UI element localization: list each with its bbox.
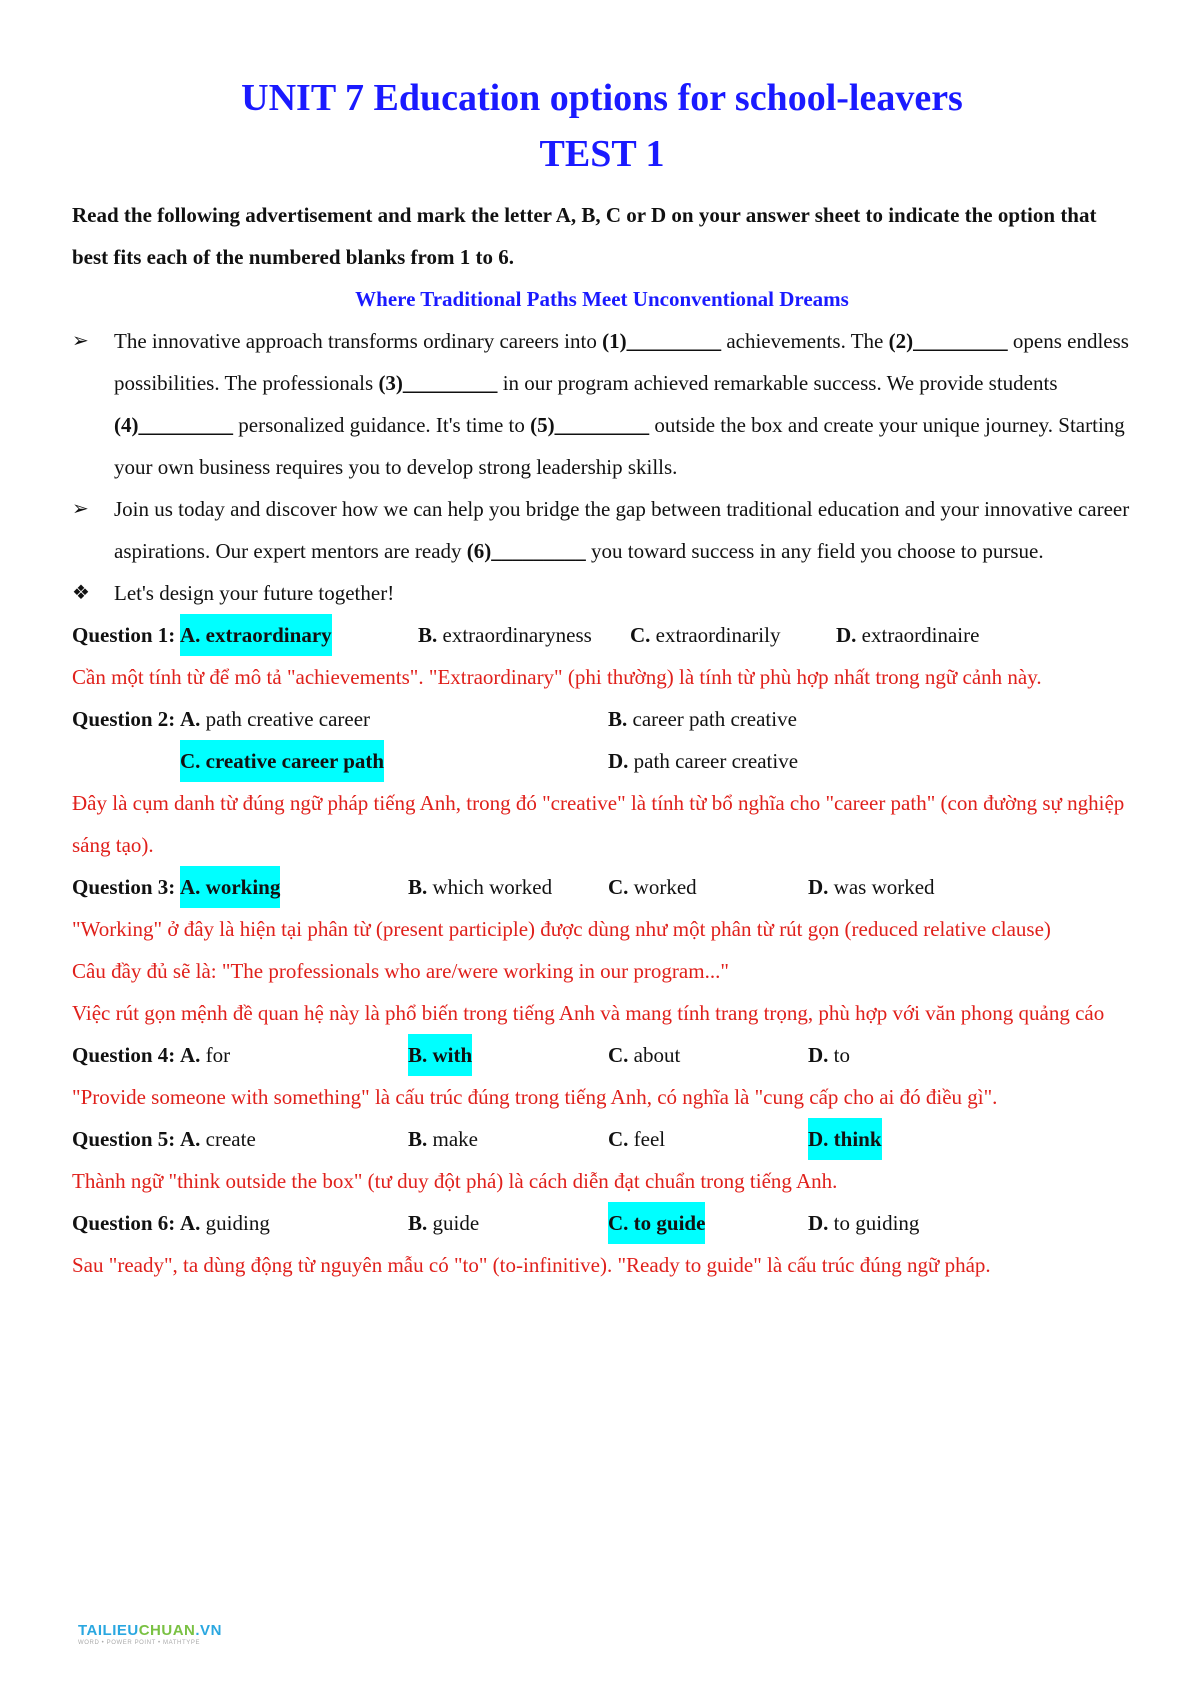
blank-4: (4)_________ [114, 413, 233, 437]
blank-6: (6)_________ [466, 539, 586, 563]
question-label: Question 3: [72, 875, 176, 899]
passage-paragraph-1: ➢ The innovative approach transforms ordinary careers into (1)_________ achievements. The (2)_________ opens endless possibilities. The professionals (3)_________ in our program achieved remarkable success. We provide students (4)_________ personalized guidance. It's time to (5)_________ outside the box and create your unique journey. Starting your own business requires you to develop strong leadership skills. [72, 320, 1132, 488]
question-label: Question 1: [72, 623, 176, 647]
question-3 [72, 866, 1132, 908]
logo-tagline: WORD • POWER POINT • MATHTYPE [78, 1640, 201, 1646]
explanation-2: Đây là cụm danh từ đúng ngữ pháp tiếng Anh, trong đó "creative" là tính từ bổ nghĩa cho "career path" (con đường sự nghiệp sáng tạo). [72, 791, 1125, 857]
option-a: A. for [180, 1043, 231, 1067]
option-d: D. was worked [808, 875, 935, 899]
option-a: A. guiding [180, 1211, 270, 1235]
explanation-3-full-sentence: Câu đầy đủ sẽ là: "The professionals who are/were working in our program..." [72, 959, 729, 983]
option-d: D. path career creative [608, 749, 799, 773]
option-c-answer: C. creative career path [180, 740, 384, 782]
option-d-answer: D. think [808, 1118, 882, 1160]
explanation-6: Sau "ready", ta dùng động từ nguyên mẫu có "to" (to-infinitive). "Ready to guide" là cấu trúc đúng ngữ pháp. [72, 1253, 991, 1277]
question-1 [72, 614, 1132, 656]
question-label: Question 6: [72, 1211, 176, 1235]
option-c: C. feel [608, 1127, 666, 1151]
blank-2: (2)_________ [888, 329, 1008, 353]
instructions: Read the following advertisement and mark the letter A, B, C or D on your answer sheet to indicate the option that best fits each of the numbered blanks from 1 to 6. [72, 203, 1097, 269]
question-5 [72, 1118, 1132, 1160]
option-a-answer: A. extraordinary [180, 614, 332, 656]
explanation-1: Cần một tính từ để mô tả "achievements". "Extraordinary" (phi thường) là tính từ phù hợp nhất trong ngữ cảnh này. [72, 665, 1042, 689]
passage-paragraph-3: ❖ Let's design your future together! [72, 572, 1132, 614]
passage-paragraph-2: ➢ Join us today and discover how we can help you bridge the gap between traditional education and your innovative career aspirations. Our expert mentors are ready (6)_________ you toward success in any field you choose to pursue. [72, 488, 1132, 572]
option-a-answer: A. working [180, 866, 280, 908]
question-2-row-2 [72, 740, 1132, 782]
diamond-bullet-icon: ❖ [72, 582, 90, 604]
explanation-3: "Working" ở đây là hiện tại phân từ (present participle) được dùng như một phân từ rút gọn (reduced relative clause) [72, 917, 1051, 941]
option-b: B. extraordinaryness [418, 623, 592, 647]
option-c: C. about [608, 1043, 681, 1067]
explanation-3-note: Việc rút gọn mệnh đề quan hệ này là phổ biến trong tiếng Anh và mang tính trang trọng, phù hợp với văn phong quảng cáo [72, 1001, 1105, 1025]
option-b: B. which worked [408, 875, 553, 899]
unit-title: UNIT 7 Education options for school-leavers [241, 77, 963, 119]
question-label: Question 2: [72, 707, 176, 731]
question-6 [72, 1202, 1132, 1244]
site-logo: TAILIEUCHUAN.VN WORD • POWER POINT • MATHTYPE [78, 1622, 222, 1646]
option-d: D. extraordinaire [836, 623, 980, 647]
option-c-answer: C. to guide [608, 1202, 705, 1244]
blank-5: (5)_________ [530, 413, 650, 437]
option-c: C. extraordinarily [630, 623, 781, 647]
advertisement-heading: Where Traditional Paths Meet Unconventional Dreams [355, 287, 849, 311]
question-4 [72, 1034, 1132, 1076]
option-a: A. create [180, 1127, 256, 1151]
explanation-4: "Provide someone with something" là cấu trúc đúng trong tiếng Anh, có nghĩa là "cung cấp cho ai đó điều gì". [72, 1085, 998, 1109]
arrow-bullet-icon: ➢ [72, 498, 89, 520]
document-page [72, 70, 1132, 1286]
explanation-5: Thành ngữ "think outside the box" (tư duy đột phá) là cách diễn đạt chuẩn trong tiếng Anh. [72, 1169, 838, 1193]
blank-1: (1)_________ [602, 329, 722, 353]
option-b: B. make [408, 1127, 478, 1151]
question-label: Question 5: [72, 1127, 176, 1151]
test-title: TEST 1 [539, 133, 665, 175]
option-b-answer: B. with [408, 1034, 472, 1076]
option-b: B. career path creative [608, 707, 797, 731]
blank-3: (3)_________ [378, 371, 498, 395]
option-c: C. worked [608, 875, 697, 899]
question-2 [72, 698, 1132, 740]
option-b: B. guide [408, 1211, 480, 1235]
option-d: D. to guiding [808, 1211, 920, 1235]
arrow-bullet-icon: ➢ [72, 330, 89, 352]
option-d: D. to [808, 1043, 851, 1067]
option-a: A. path creative career [180, 707, 371, 731]
question-label: Question 4: [72, 1043, 176, 1067]
